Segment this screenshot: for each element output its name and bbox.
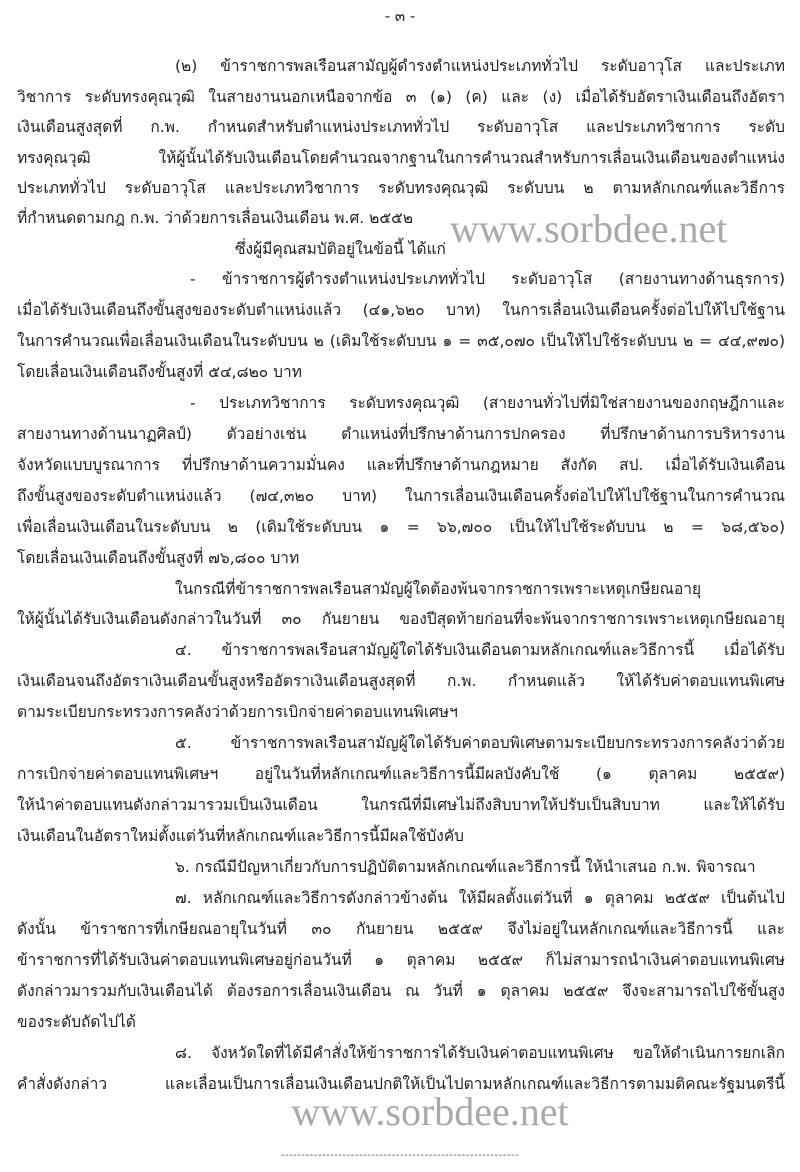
text-line: ซึ่งผู้มีคุณสมบัติอยู่ในข้อนี้ ได้แก่ bbox=[235, 240, 446, 258]
text-line: ๕. ข้าราชการพลเรือนสามัญผู้ใดได้รับค่าตอบพิเศษตามระเบียบกระทรวงการคลังว่าด้วย bbox=[175, 734, 785, 752]
text-line: โดยเลื่อนเงินเดือนถึงขั้นสูงที่ ๗๖,๘๐๐ บาท bbox=[17, 549, 300, 567]
text-line: ประเภททั่วไป ระดับอาวุโส และประเภทวิชาการ ระดับทรงคุณวุฒิ ระดับบน ๒ ตามหลักเกณฑ์และวิธีการ bbox=[17, 179, 785, 197]
text-line: เงินเดือนจนถึงอัตราเงินเดือนขั้นสูงหรืออัตราเงินเดือนสูงสุดที่ ก.พ. กำหนดแล้ว ให้ได้รับค่าตอบแทนพิเศษ bbox=[17, 672, 785, 690]
text-line: ที่กำหนดตามกฎ ก.พ. ว่าด้วยการเลื่อนเงินเดือน พ.ศ. ๒๕๕๒ bbox=[17, 209, 414, 227]
text-line: ดังกล่าวมารวมกับเงินเดือนได้ ต้องรอการเลื่อนเงินเดือน ณ วันที่ ๑ ตุลาคม ๒๕๕๙ จึงจะสามารถไปใช้ขั้นสูง bbox=[17, 982, 785, 1000]
text-line: เงินเดือนสูงสุดที่ ก.พ. กำหนดสำหรับตำแหน่งประเภททั่วไป ระดับอาวุโส และประเภทวิชาการ ระดับ bbox=[17, 118, 785, 136]
text-line: ข้าราชการที่ได้รับเงินค่าตอบแทนพิเศษอยู่ก่อนวันที่ ๑ ตุลาคม ๒๕๕๙ ก็ไม่สามารถนำเงินค่าตอบแทนพิเศษ bbox=[17, 951, 785, 969]
text-line: ในการคำนวณเพื่อเลื่อนเงินเดือนในระดับบน ๒ (เดิมใช้ระดับบน ๑ = ๓๕,๐๗๐ เป็นให้ไปใช้ระดับบน ๒ = ๔๔,๙๗๐) bbox=[17, 332, 785, 350]
text-line: ให้ผู้นั้นได้รับเงินเดือนดังกล่าวในวันที่ ๓๐ กันยายน ของปีสุดท้ายก่อนที่จะพ้นจากราชการเพราะเหตุเกษียณอายุ bbox=[17, 610, 785, 628]
text-line: ๗. หลักเกณฑ์และวิธีการดังกล่าวข้างต้น ให้มีผลตั้งแต่วันที่ ๑ ตุลาคม ๒๕๕๙ เป็นต้นไป bbox=[175, 889, 785, 907]
page-number: - ๓ - bbox=[384, 7, 416, 25]
text-line: (๒) ข้าราชการพลเรือนสามัญผู้ดำรงตำแหน่งประเภททั่วไป ระดับอาวุโส และประเภท bbox=[175, 57, 785, 75]
text-line: วิชาการ ระดับทรงคุณวุฒิ ในสายงานนอกเหนือจากข้อ ๓ (๑) (ค) และ (ง) เมื่อได้รับอัตราเงินเดือนถึงอัตรา bbox=[17, 88, 785, 106]
text-line: ๔. ข้าราชการพลเรือนสามัญผู้ใดได้รับเงินเดือนตามหลักเกณฑ์และวิธีการนี้ เมื่อได้รับ bbox=[175, 641, 785, 659]
text-line: ทรงคุณวุฒิ ให้ผู้นั้นได้รับเงินเดือนโดยคำนวณจากฐานในการคำนวณสำหรับการเลื่อนเงินเดือนของตำแหน่ง bbox=[17, 149, 785, 167]
text-line: ๘. จังหวัดใดที่ได้มีคำสั่งให้ข้าราชการได้รับเงินค่าตอบแทนพิเศษ ขอให้ดำเนินการยกเลิก bbox=[175, 1044, 785, 1062]
text-line: - ข้าราชการผู้ดำรงตำแหน่งประเภททั่วไป ระดับอาวุโส (สายงานทางด้านธุรการ) bbox=[190, 270, 785, 288]
text-line: ของระดับถัดไปได้ bbox=[17, 1013, 136, 1031]
text-line: ถึงขั้นสูงของระดับตำแหน่งแล้ว (๗๔,๓๒๐ บาท) ในการเลื่อนเงินเดือนครั้งต่อไปให้ไปใช้ฐานในการคำนวณ bbox=[17, 487, 785, 505]
text-line: ในกรณีที่ข้าราชการพลเรือนสามัญผู้ใดต้องพ้นจากราชการเพราะเหตุเกษียณอายุ bbox=[175, 580, 702, 598]
text-line: ดังนั้น ข้าราชการที่เกษียณอายุในวันที่ ๓๐ กันยายน ๒๕๕๙ จึงไม่อยู่ในหลักเกณฑ์และวิธีการนี้ และ bbox=[17, 920, 785, 938]
end-rule: ---------------------------------------------------------- bbox=[280, 1150, 520, 1161]
text-line: สายงานทางด้านนาฏศิลป์) ตัวอย่างเช่น ตำแหน่งที่ปรึกษาด้านการปกครอง ที่ปรึกษาด้านการบริหารงาน bbox=[17, 425, 785, 443]
text-line: ๖. กรณีมีปัญหาเกี่ยวกับการปฏิบัติตามหลักเกณฑ์และวิธีการนี้ ให้นำเสนอ ก.พ. พิจารณา bbox=[175, 858, 756, 876]
watermark: www.sorbdee.net bbox=[450, 206, 728, 251]
text-line: เมื่อได้รับเงินเดือนถึงขั้นสูงของระดับตำแหน่งแล้ว (๔๑,๖๒๐ บาท) ในการเลื่อนเงินเดือนครั้งต่อไปให้ไปใช้ฐาน bbox=[17, 301, 785, 319]
text-line: - ประเภทวิชาการ ระดับทรงคุณวุฒิ (สายงานทั่วไปที่มิใช่สายงานของกฤษฎีกาและ bbox=[190, 394, 785, 412]
text-line: จังหวัดแบบบูรณาการ ที่ปรึกษาด้านความมั่นคง และที่ปรึกษาด้านกฎหมาย สังกัด สป. เมื่อได้รับเงินเดือน bbox=[17, 456, 785, 474]
text-line: เพื่อเลื่อนเงินเดือนในระดับบน ๒ (เดิมใช้ระดับบน ๑ = ๖๖,๗๐๐ เป็นให้ไปใช้ระดับบน ๒ = ๖๘,๕๖๐) bbox=[17, 518, 785, 536]
text-line: คำสั่งดังกล่าว และเลื่อนเป็นการเลื่อนเงินเดือนปกติให้เป็นไปตามหลักเกณฑ์และวิธีการตามมติคณะรัฐมนตรีนี้ bbox=[17, 1075, 785, 1093]
text-line: เงินเดือนในอัตราใหม่ตั้งแต่วันที่หลักเกณฑ์และวิธีการนี้มีผลใช้บังคับ bbox=[17, 827, 465, 845]
text-line: การเบิกจ่ายค่าตอบแทนพิเศษฯ อยู่ในวันที่หลักเกณฑ์และวิธีการนี้มีผลบังคับใช้ (๑ ตุลาคม ๒๕๕๙) bbox=[17, 765, 785, 783]
text-line: ตามระเบียบกระทรวงการคลังว่าด้วยการเบิกจ่ายค่าตอบแทนพิเศษฯ bbox=[17, 703, 458, 721]
text-line: โดยเลื่อนเงินเดือนถึงขั้นสูงที่ ๕๔,๘๒๐ บาท bbox=[17, 363, 302, 381]
text-line: ให้นำค่าตอบแทนดังกล่าวมารวมเป็นเงินเดือน ในกรณีที่มีเศษไม่ถึงสิบบาทให้ปรับเป็นสิบบาท และให้ได้รับ bbox=[17, 796, 785, 814]
watermark-bottom: www.sorbdee.net bbox=[291, 1089, 569, 1134]
